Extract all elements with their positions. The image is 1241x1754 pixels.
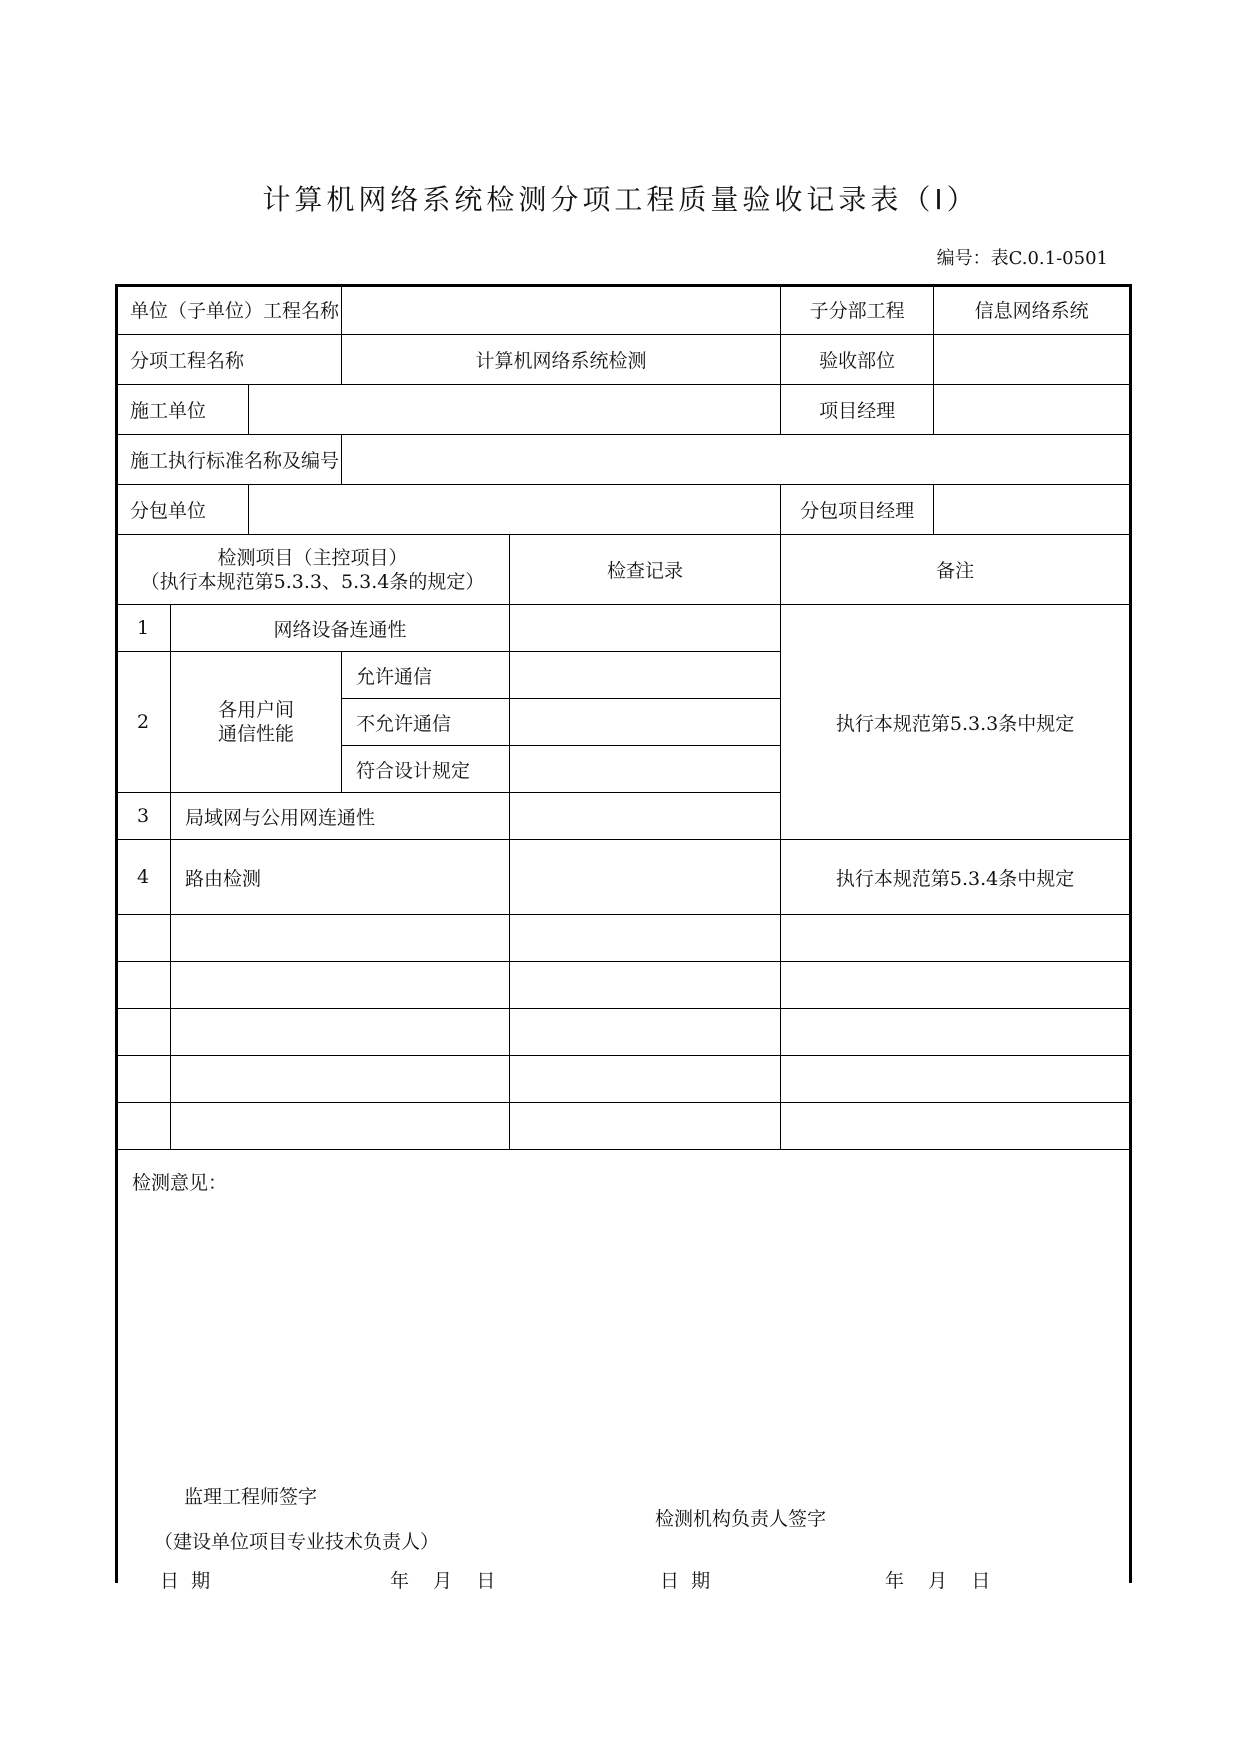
items-header-line2: （执行本规范第5.3.3、5.3.4条的规定） <box>140 570 485 593</box>
empty-cell[interactable] <box>171 1056 510 1103</box>
item-name-label: 分项工程名称 <box>116 335 342 385</box>
ymd-right: 年 月 日 <box>885 1570 991 1592</box>
empty-cell[interactable] <box>781 962 1130 1009</box>
item-design-compliance: 符合设计规定 <box>342 746 510 793</box>
record-cell[interactable] <box>510 746 781 793</box>
item-lan-public-network: 局域网与公用网连通性 <box>171 793 510 840</box>
remark-5-3-4: 执行本规范第5.3.4条中规定 <box>781 840 1130 915</box>
standard-field[interactable] <box>342 435 1130 485</box>
record-header: 检查记录 <box>510 535 781 605</box>
agency-signature-label: 检测机构负责人签字 <box>655 1508 827 1530</box>
info-row-2 <box>116 335 1130 385</box>
empty-cell[interactable] <box>510 1056 781 1103</box>
item-name-value[interactable]: 计算机网络系统检测 <box>342 335 781 385</box>
subcontract-unit-label: 分包单位 <box>116 485 249 535</box>
owner-representative-label: （建设单位项目专业技术负责人） <box>154 1531 440 1553</box>
ymd-left: 年 月 日 <box>390 1570 496 1592</box>
empty-cell[interactable] <box>171 915 510 962</box>
sub-part-label: 子分部工程 <box>781 285 934 335</box>
info-row-3 <box>116 385 1130 435</box>
empty-cell[interactable] <box>171 1103 510 1150</box>
acceptance-part-field[interactable] <box>934 335 1130 385</box>
sub-part-value[interactable]: 信息网络系统 <box>934 285 1130 335</box>
info-row-1 <box>116 285 1130 335</box>
info-row-5 <box>116 485 1130 535</box>
empty-cell[interactable] <box>171 962 510 1009</box>
form-table <box>115 284 1130 1150</box>
table-row <box>116 840 1130 915</box>
empty-cell[interactable] <box>510 1103 781 1150</box>
empty-row <box>116 1056 1130 1103</box>
construction-unit-label: 施工单位 <box>116 385 249 435</box>
row-number: 2 <box>116 652 171 793</box>
group-label-line2: 通信性能 <box>218 723 295 745</box>
project-manager-field[interactable] <box>934 385 1130 435</box>
record-cell[interactable] <box>510 605 781 652</box>
acceptance-part-label: 验收部位 <box>781 335 934 385</box>
supervisor-signature-label: 监理工程师签字 <box>184 1486 318 1508</box>
subcontract-pm-field[interactable] <box>934 485 1130 535</box>
subcontract-unit-field[interactable] <box>249 485 781 535</box>
page-title: 计算机网络系统检测分项工程质量验收记录表（Ⅰ） <box>262 183 979 216</box>
record-cell[interactable] <box>510 652 781 699</box>
item-routing-test: 路由检测 <box>171 840 510 915</box>
empty-cell[interactable] <box>781 1009 1130 1056</box>
project-manager-label: 项目经理 <box>781 385 934 435</box>
remarks-header: 备注 <box>781 535 1130 605</box>
empty-cell[interactable] <box>510 962 781 1009</box>
unit-name-label: 单位（子单位）工程名称 <box>116 285 342 335</box>
empty-row <box>116 1009 1130 1056</box>
construction-unit-field[interactable] <box>249 385 781 435</box>
empty-cell[interactable] <box>116 915 171 962</box>
empty-cell[interactable] <box>116 962 171 1009</box>
items-header-line1: 检测项目（主控项目） <box>217 546 408 569</box>
subcontract-pm-label: 分包项目经理 <box>781 485 934 535</box>
row-number: 3 <box>116 793 171 840</box>
empty-row <box>116 1103 1130 1150</box>
form-code: 编号：表C.0.1-0501 <box>936 248 1108 269</box>
items-header <box>116 535 510 605</box>
empty-cell[interactable] <box>781 1056 1130 1103</box>
record-cell[interactable] <box>510 793 781 840</box>
empty-row <box>116 962 1130 1009</box>
empty-cell[interactable] <box>510 915 781 962</box>
empty-cell[interactable] <box>510 1009 781 1056</box>
opinion-label: 检测意见： <box>132 1172 228 1194</box>
item-allowed-communication: 允许通信 <box>342 652 510 699</box>
empty-cell[interactable] <box>116 1103 171 1150</box>
item-disallowed-communication: 不允许通信 <box>342 699 510 746</box>
unit-name-field[interactable] <box>342 285 781 335</box>
user-communication-group <box>171 652 342 793</box>
date-label-right: 日 期 <box>660 1570 711 1592</box>
row-number: 4 <box>116 840 171 915</box>
table-row <box>116 605 1130 652</box>
items-header-row <box>116 535 1130 605</box>
row-number: 1 <box>116 605 171 652</box>
empty-cell[interactable] <box>781 1103 1130 1150</box>
empty-cell[interactable] <box>116 1056 171 1103</box>
record-cell[interactable] <box>510 840 781 915</box>
date-label-left: 日 期 <box>160 1570 211 1592</box>
group-label-line1: 各用户间 <box>218 699 295 721</box>
empty-cell[interactable] <box>171 1009 510 1056</box>
empty-row <box>116 915 1130 962</box>
standard-label: 施工执行标准名称及编号 <box>116 435 342 485</box>
empty-cell[interactable] <box>116 1009 171 1056</box>
empty-cell[interactable] <box>781 915 1130 962</box>
remark-5-3-3: 执行本规范第5.3.3条中规定 <box>781 605 1130 840</box>
info-row-4 <box>116 435 1130 485</box>
item-network-device-connectivity: 网络设备连通性 <box>171 605 510 652</box>
record-cell[interactable] <box>510 699 781 746</box>
